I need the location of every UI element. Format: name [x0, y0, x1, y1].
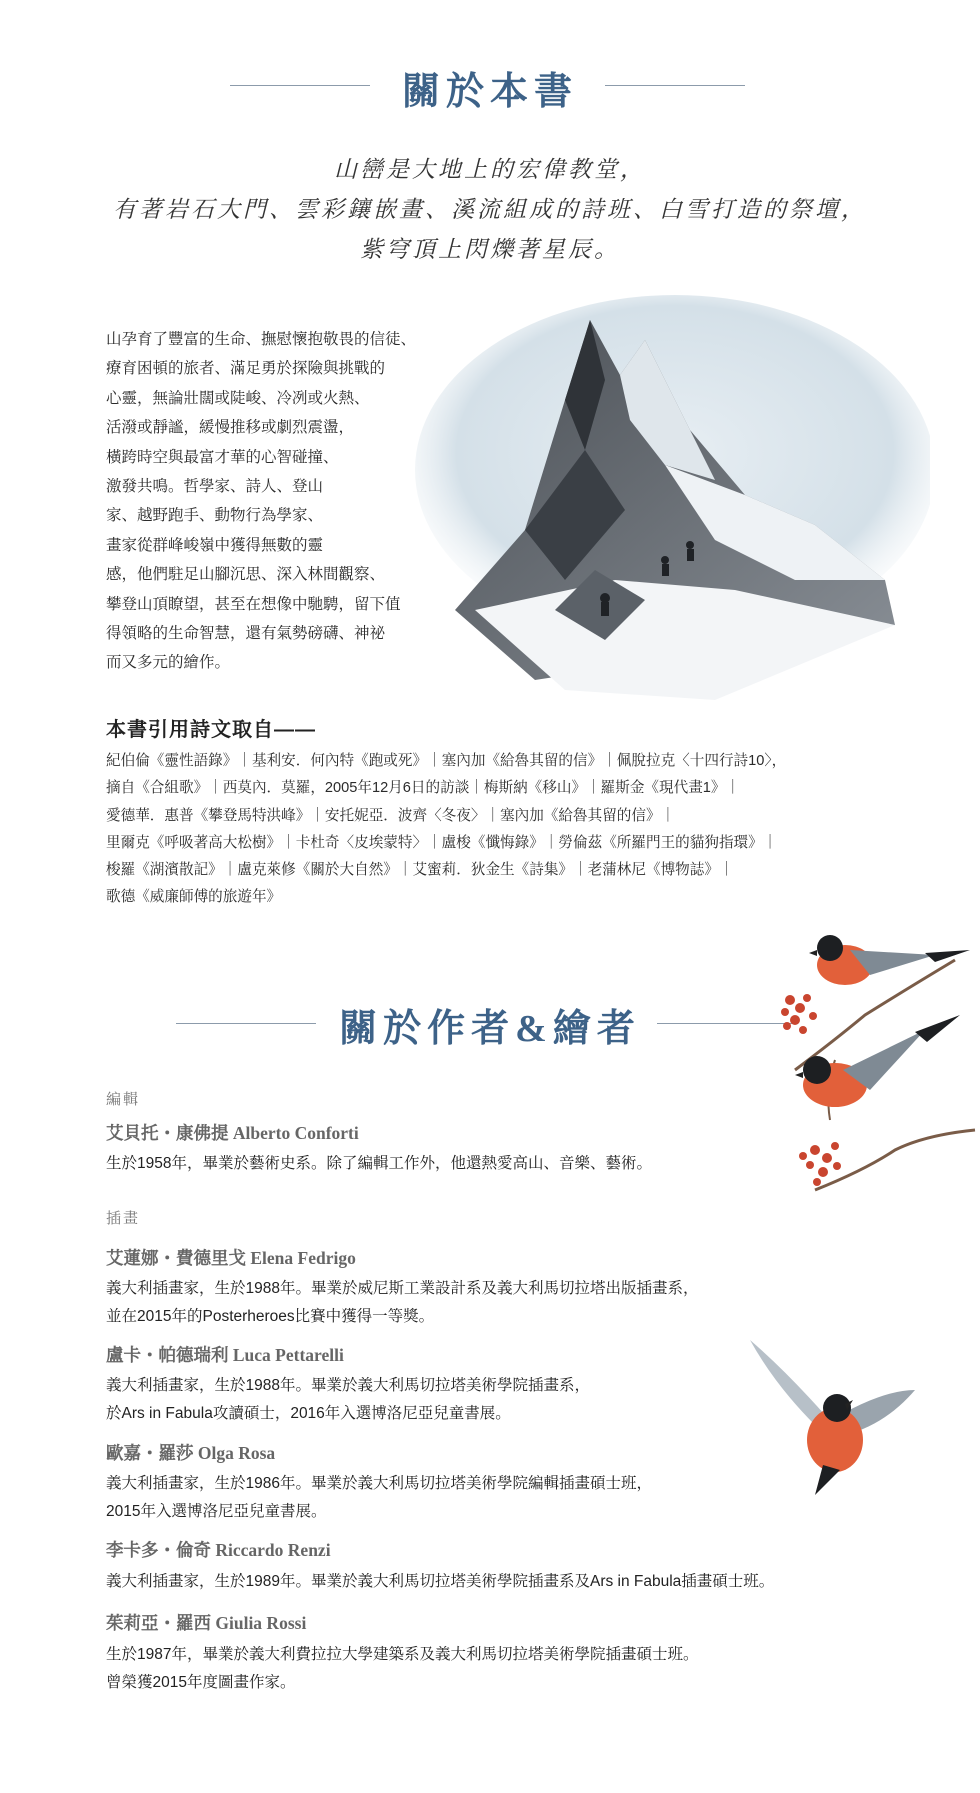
intro-line: 山孕育了豐富的生命、撫慰懷抱敬畏的信徒、 [106, 331, 417, 348]
illustrator-name: 李卡多・倫奇 Riccardo Renzi [106, 1540, 331, 1560]
illustrator-name: 艾蓮娜・費德里戈 Elena Fedrigo [106, 1248, 356, 1268]
bio-line: 義大利插畫家，生於1988年。畢業於威尼斯工業設計系及義大利馬切拉塔出版插畫系， [106, 1280, 699, 1297]
mountain-illustration [415, 280, 930, 700]
reference-line: 歌德《威廉師傅的旅遊年》 [106, 889, 282, 906]
intro-line: 畫家從群峰峻嶺中獲得無數的靈 [106, 536, 324, 554]
about-book-title: 關於本書 [401, 71, 578, 113]
reference-line: 梭羅《湖濱散記》｜盧克萊修《關於大自然》｜艾蜜莉．狄金生《詩集》｜老蒲林尼《博物誌》｜ [106, 862, 734, 879]
illustrator-name: 歐嘉・羅莎 Olga Rosa [106, 1443, 276, 1463]
reference-line: 摘自《合組歌》｜西莫內．莫羅，2005年12月6日的訪談｜梅斯納《移山》｜羅斯金《現代畫1》｜ [106, 780, 741, 797]
intro-line: 激發共鳴。哲學家、詩人、登山 [106, 477, 324, 495]
references-title: 本書引用詩文取自—— [106, 719, 316, 741]
editor-label: 編輯 [106, 1092, 141, 1108]
intro-line: 橫跨時空與最富才華的心智碰撞、 [106, 448, 339, 466]
poem-line: 山巒是大地上的宏偉教堂， [334, 157, 646, 183]
intro-line: 感，他們駐足山腳沉思、深入林間觀察、 [106, 566, 386, 584]
intro-line: 家、越野跑手、動物行為學家、 [106, 507, 324, 525]
editor-bio [106, 1150, 926, 1178]
illustrator-name: 茱莉亞・羅西 Giulia Rossi [106, 1613, 307, 1633]
bio-line: 義大利插畫家，生於1988年。畢業於義大利馬切拉塔美術學院插畫系， [106, 1377, 590, 1394]
bio-line: 義大利插畫家，生於1986年。畢業於義大利馬切拉塔美術學院編輯插畫碩士班， [106, 1475, 652, 1492]
about-authors-title: 關於作者&繪者 [339, 1008, 641, 1050]
reference-line: 愛德華．惠普《攀登馬特洪峰》｜安托妮亞．波齊〈冬夜〉｜塞內加《給魯其留的信》｜ [106, 807, 676, 824]
title-rule-right [605, 85, 745, 86]
poem-line: 有著岩石大門、雲彩鑲嵌畫、溪流組成的詩班、白雪打造的祭壇， [113, 197, 867, 223]
bio-line: 生於1958年，畢業於藝術史系。除了編輯工作外，他還熱愛高山、音樂、藝術。 [106, 1155, 652, 1172]
editor-name: 艾貝托・康佛提 Alberto Conforti [106, 1123, 359, 1143]
illustrator-bio [106, 1568, 926, 1596]
bio-line: 2015年入選博洛尼亞兒童書展。 [106, 1503, 327, 1520]
intro-line: 療育困頓的旅者、滿足勇於探險與挑戰的 [106, 360, 386, 378]
illustrator-name: 盧卡・帕德瑞利 Luca Pettarelli [106, 1345, 344, 1365]
intro-paragraph [106, 325, 456, 678]
bio-line: 並在2015年的Posterheroes比賽中獲得一等獎。 [106, 1308, 435, 1325]
illustrator-bio [106, 1641, 926, 1697]
intro-line: 得領略的生命智慧，還有氣勢磅礴、神祕 [106, 624, 386, 642]
flying-bullfinch-illustration [745, 1330, 920, 1505]
references-list [106, 748, 906, 912]
bio-line: 義大利插畫家，生於1989年。畢業於義大利馬切拉塔美術學院插畫系及Ars in Fabula插畫碩士班。 [106, 1573, 775, 1590]
illustrator-bio [106, 1275, 926, 1331]
bio-line: 於Ars in Fabula攻讀碩士，2016年入選博洛尼亞兒童書展。 [106, 1405, 511, 1422]
bio-line: 曾榮獲2015年度圖畫作家。 [106, 1674, 296, 1691]
reference-line: 紀伯倫《靈性語錄》｜基利安．何內特《跑或死》｜塞內加《給魯其留的信》｜佩脫拉克〈十四行詩10〉， [106, 753, 787, 769]
poem-line: 紫穹頂上閃爍著星辰。 [360, 237, 620, 263]
intro-line: 活潑或靜謐，緩慢推移或劇烈震盪， [106, 419, 355, 437]
reference-line: 里爾克《呼吸著高大松樹》｜卡杜奇〈皮埃蒙特〉｜盧梭《懺悔錄》｜勞倫茲《所羅門王的貓狗指環》｜ [106, 834, 778, 851]
opening-poem [0, 150, 980, 270]
intro-line: 而又多元的繪作。 [106, 654, 231, 672]
intro-line: 心靈，無論壯闊或陡峻、冷冽或火熱、 [106, 389, 370, 407]
bio-line: 生於1987年，畢業於義大利費拉拉大學建築系及義大利馬切拉塔美術學院插畫碩士班。 [106, 1646, 699, 1663]
illustrator-label: 插畫 [106, 1211, 141, 1227]
intro-line: 攀登山頂瞭望，甚至在想像中馳騁，留下值 [106, 595, 401, 613]
